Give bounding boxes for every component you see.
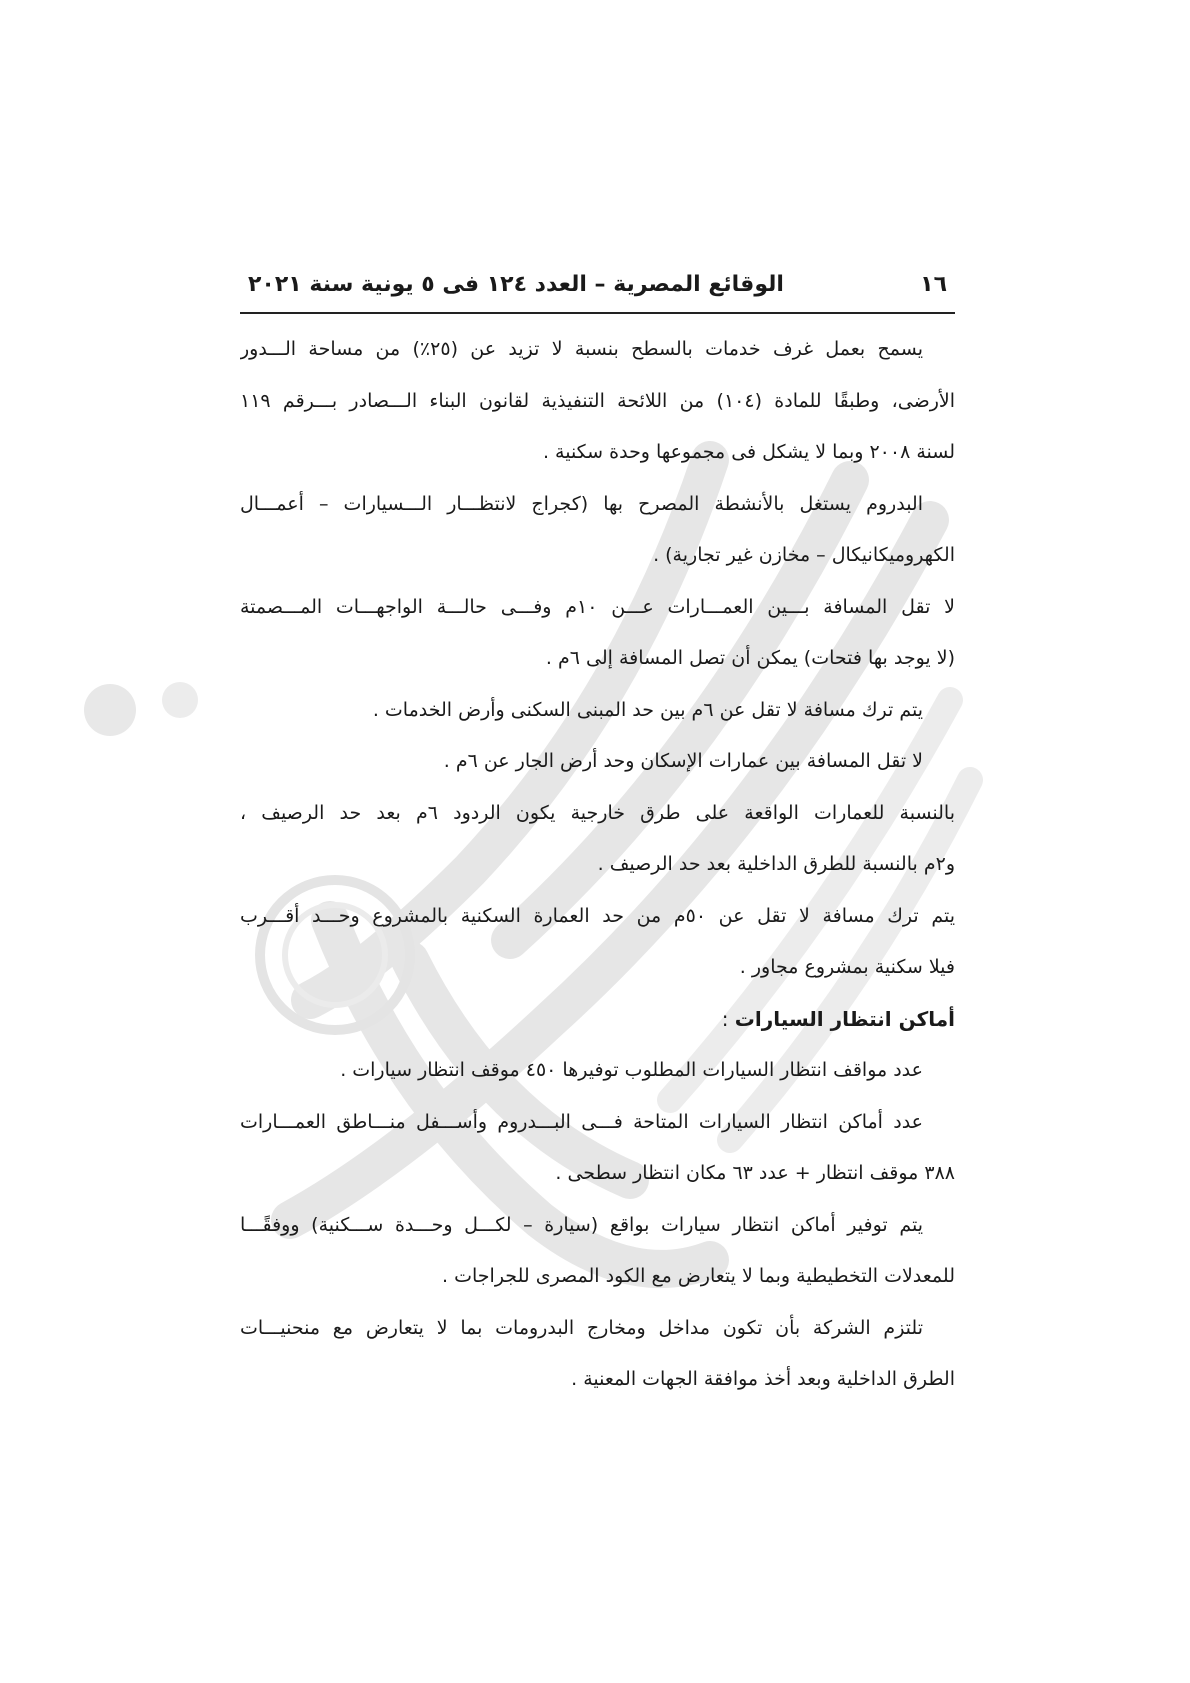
text-line: ٣٨٨ موقف انتظار + عدد ٦٣ مكان انتظار سطحى . [555, 1162, 955, 1184]
text-line: لسنة ٢٠٠٨ وبما لا يشكل فى مجموعها وحدة سكنية . [542, 441, 955, 463]
header-title: الوقائع المصرية – العدد ١٢٤ فى ٥ يونية سنة ٢٠٢١ [248, 271, 784, 297]
text-line: لا تقل المسافة بـــين العمـــارات عـــن ١٠م وفـــى حالـــة الواجهـــات المـــصمتة [240, 595, 955, 618]
text-line: عدد أماكن انتظار السيارات المتاحة فـــى البـــدروم وأســـفل منـــاطق العمـــارات [240, 1110, 923, 1133]
section-heading-suffix: : [721, 1006, 735, 1031]
text-line: لا تقل المسافة بين عمارات الإسكان وحد أرض الجار عن ٦م . [443, 750, 923, 772]
paragraph [240, 1303, 955, 1406]
text-line: عدد مواقف انتظار السيارات المطلوب توفيرها ٤٥٠ موقف انتظار سيارات . [340, 1059, 923, 1081]
text-line: الطرق الداخلية وبعد أخذ موافقة الجهات المعنية . [571, 1368, 955, 1390]
text-line: يتم ترك مسافة لا تقل عن ٦م بين حد المبنى السكنى وأرض الخدمات . [372, 698, 923, 721]
text-line: البدروم يستغل بالأنشطة المصرح بها (كجراج لانتظـــار الـــسيارات – أعمـــال [240, 492, 923, 515]
paragraph [240, 1200, 955, 1303]
text-line: يتم توفير أماكن انتظار سيارات بواقع (سيارة – لكـــل وحـــدة ســـكنية) ووفقًـــا [240, 1213, 923, 1236]
text-line: الأرضى، وطبقًا للمادة (١٠٤) من اللائحة التنفيذية لقانون البناء الـــصادر بـــرقم ١١٩ [240, 389, 955, 412]
text-line: تلتزم الشركة بأن تكون مداخل ومخارج البدرومات بما لا يتعارض مع منحنيـــات [240, 1316, 923, 1339]
page-number: ١٦ [920, 271, 947, 297]
paragraph [240, 788, 955, 891]
paragraph [240, 685, 955, 737]
paragraph [240, 479, 955, 582]
text-line: و٢م بالنسبة للطرق الداخلية بعد حد الرصيف . [597, 853, 955, 875]
paragraph [240, 1045, 955, 1097]
section-heading-text: أماكن انتظار السيارات [734, 1006, 955, 1031]
text-line: (لا يوجد بها فتحات) يمكن أن تصل المسافة إلى ٦م . [545, 647, 955, 669]
text-line: بالنسبة للعمارات الواقعة على طرق خارجية يكون الردود ٦م بعد حد الرصيف ، [240, 801, 955, 824]
page-header [240, 262, 955, 306]
paragraph [240, 736, 955, 788]
text-line: يتم ترك مسافة لا تقل عن ٥٠م من حد العمارة السكنية بالمشروع وحـــد أقـــرب [240, 904, 955, 927]
paragraph [240, 891, 955, 994]
text-line: للمعدلات التخطيطية وبما لا يتعارض مع الكود المصرى للجراجات . [442, 1265, 955, 1287]
body-text [240, 324, 955, 1406]
text-line: يسمح بعمل غرف خدمات بالسطح بنسبة لا تزيد عن (٢٥٪) من مساحة الـــدور [240, 338, 923, 360]
paragraph [240, 1097, 955, 1200]
paragraph [240, 582, 955, 685]
document-page [240, 262, 955, 1406]
section-heading [240, 994, 955, 1046]
text-line: الكهروميكانيكال – مخازن غير تجارية) . [653, 544, 955, 566]
text-line: فيلا سكنية بمشروع مجاور . [739, 956, 955, 978]
header-rule [240, 312, 955, 314]
paragraph [240, 324, 955, 479]
